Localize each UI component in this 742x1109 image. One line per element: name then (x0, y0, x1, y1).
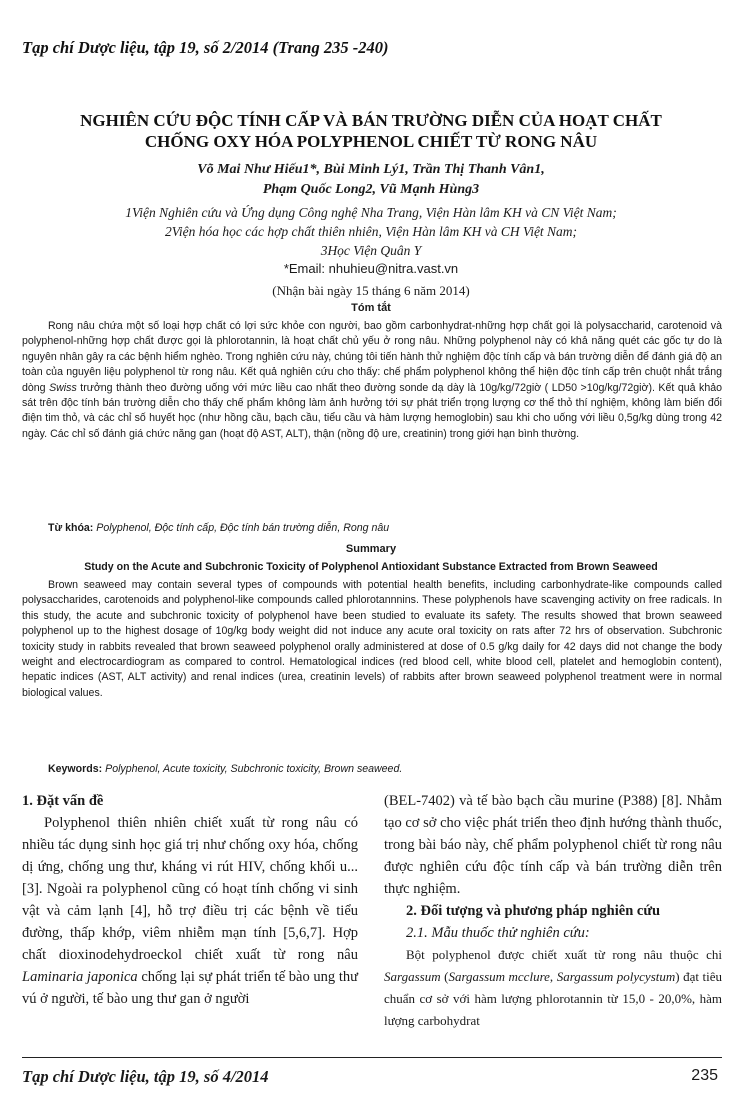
affiliation-2: 2Viện hóa học các hợp chất thiên nhiên, Viện Hàn lâm KH và CH Việt Nam; (164, 224, 578, 239)
corresponding-email: *Email: nhuhieu@nitra.vast.vn (283, 261, 459, 276)
affiliation-1: 1Viện Nghiên cứu và Ứng dụng Công nghệ Nha Trang, Viện Hàn lâm KH và CN Việt Nam; (125, 205, 617, 220)
section-1-paragraph (22, 812, 358, 1010)
species-name: Laminaria japonica (22, 969, 138, 985)
keywords-vn (48, 522, 389, 534)
authors-line-1: Võ Mai Như Hiếu1*, Bùi Minh Lý1, Trần Thị Thanh Vân1, (197, 162, 545, 177)
footer-journal: Tạp chí Dược liệu, tập 19, số 4/2014 (22, 1067, 269, 1086)
section-2-heading: 2. Đối tượng và phương pháp nghiên cứu (406, 903, 661, 919)
abstract-text-2: trưởng thành theo đường uống với mức liều cao nhất theo đường sonde dạ dày là 10g/kg/72giờ ( LD50 >10g/kg/72giờ). Kết quả khảo sát trên độc tính bán trường diễn cho thấy chế phẩm không làm ảnh hưởng tới sự phát triển trọng lượng cơ thể thỏ thí nghiệm, không làm biến đổi điện tim thỏ, và các chỉ số huyết học (như hồng cầu, bạch cầu, tiểu cầu và hàm lượng hemoglobin) sau khi cho uống với liều 0,5g/kg dùng trong 42 ngày. Các chỉ số đánh giá chức năng gan (hoạt độ AST, ALT), thận (nồng độ ure, creatinin) trong giới hạn bình thường. (22, 381, 722, 440)
section-2-1-text-c: , (549, 969, 557, 984)
section-1-continued: (BEL-7402) và tế bào bạch cầu murine (P388) [8]. Nhằm tạo cơ sở cho việc phát triển theo định hướng thành thuốc, trong bài báo này, chế phẩm polyphenol chiết từ rong nâu được nghiên cứu độc tính cấp và bán trường diễn trên thực nghiệm. (384, 793, 722, 897)
summary-en: Brown seaweed may contain several types of compounds with potential health benefits, including carbonhydrate-like compounds called polysaccharides, carotenoids and polyphenol-like compounds called phlorotannnins. These polyphenols have scavenging activity on free radicals. In this study, the acute and subchronic toxicity of polyphenol have been studied to evaluate its safety. The results showed that brown seaweed polyphenol up to the highest dosage of 10g/kg body weight did not induce any acute oral toxicity on rats after 72 hrs of observation. Subchronic toxicity study in rabbits revealed that brown seaweed polyphenol orally administered at dose of 0.5 g/kg daily for 42 days did not change the body weight and electrocardiogram as compared to control. Hematological indices (red blood cell, white blood cell, platelet and hemoglobin content), hepatic indices (AST, ALT activity) and renal indices (urea, creatinin levels) of rabbits after brown seaweed polyphenol treatment were in normal biological values. (22, 579, 722, 699)
page-number: 235 (691, 1067, 718, 1084)
title-line-1: NGHIÊN CỨU ĐỘC TÍNH CẤP VÀ BÁN TRƯỜNG DIỄN CỦA HOẠT CHẤT (80, 111, 662, 130)
abstract-italic: Swiss (49, 381, 77, 394)
section-2-1-text-d: ) đạt tiêu chuẩn cơ sở với hàm lượng phlorotannin từ 15,0 - 20,0%, hàm lượng carbohydrat (384, 969, 722, 1028)
keywords-vn-text: Polyphenol, Độc tính cấp, Độc tính bán trường diễn, Rong nâu (96, 522, 390, 534)
received-date: (Nhận bài ngày 15 tháng 6 năm 2014) (272, 283, 470, 298)
species-2: Sargassum polycystum (556, 969, 676, 984)
keywords-en (48, 763, 402, 775)
body-column-left (22, 790, 358, 1010)
journal-header: Tạp chí Dược liệu, tập 19, số 2/2014 (Trang 235 -240) (22, 38, 389, 57)
section-2-1-text-b: ( (440, 969, 449, 984)
abstract-vn (22, 319, 722, 442)
body-column-right (384, 790, 722, 1032)
keywords-en-label: Keywords: (48, 763, 103, 775)
species-1: Sargassum mcclure (448, 969, 550, 984)
summary-heading: Summary (345, 543, 397, 555)
section-1-text-2: chống lại sự phát triển tế bào ung thư vú ở người, tế bào ung thư gan ở người (22, 969, 358, 1007)
genus-name: Sargassum (384, 969, 441, 984)
section-2-1-heading: 2.1. Mẫu thuốc thử nghiên cứu: (406, 925, 590, 941)
english-title: Study on the Acute and Subchronic Toxicity of Polyphenol Antioxidant Substance Extracted from Brown Seaweed (84, 561, 658, 573)
footer-rule (22, 1057, 722, 1058)
authors-line-2: Phạm Quốc Long2, Vũ Mạnh Hùng3 (262, 182, 480, 197)
section-2-1-text-a: Bột polyphenol được chiết xuất từ rong nâu thuộc chi (406, 947, 722, 962)
article-title (20, 110, 722, 152)
title-line-2: CHỐNG OXY HÓA POLYPHENOL CHIẾT TỪ RONG NÂU (144, 132, 598, 151)
affiliations (20, 203, 722, 260)
section-1-heading: 1. Đặt vấn đề (22, 793, 104, 809)
keywords-vn-label: Từ khóa: (48, 522, 94, 534)
section-1-text-1: Polyphenol thiên nhiên chiết xuất từ rong nâu có nhiều tác dụng sinh học giá trị như chống oxy hóa, chống dị ứng, chống ung thư, kháng vi rút HIV, chống khối u...[3]. Ngoài ra polyphenol cũng có hoạt tính chống vi sinh vật và cảm lạnh [4], hỗ trợ điều trị các bệnh về tiểu đường, thấp khớp, viêm nhiễm mạn tính [5,6,7]. Hợp chất dioxinodehydroeckol chiết xuất từ rong nâu (22, 815, 358, 963)
affiliation-3: 3Học Viện Quân Y (320, 243, 422, 258)
abstract-heading: Tóm tắt (351, 302, 391, 314)
abstract-text-1: Rong nâu chứa một số loại hợp chất có lợi sức khỏe con người, bao gồm carbonhydrat-những hợp chất gọi là polysaccharid, carotenoid và polyphenol-những hợp chất được gọi là phlorotannin, là hoạt chất chủ yếu ở rong nâu. Những polyphenol này có khả năng quét các gốc tự do là nguyên nhân gây ra các bệnh hiểm nghèo. Trong nghiên cứu này, chúng tôi tiến hành thử nghiệm độc tính cấp và bán trường diễn để đánh giá độ an toàn của nguyên liệu polyphenol từ rong nâu. Kết quả nghiên cứu cho thấy: chế phẩm polyphenol không thể hiện độc tính cấp trên chuột nhắt trắng dòng (22, 320, 722, 394)
keywords-en-text: Polyphenol, Acute toxicity, Subchronic toxicity, Brown seaweed. (105, 763, 403, 775)
author-list (20, 160, 722, 200)
section-2-1-paragraph (384, 944, 722, 1032)
